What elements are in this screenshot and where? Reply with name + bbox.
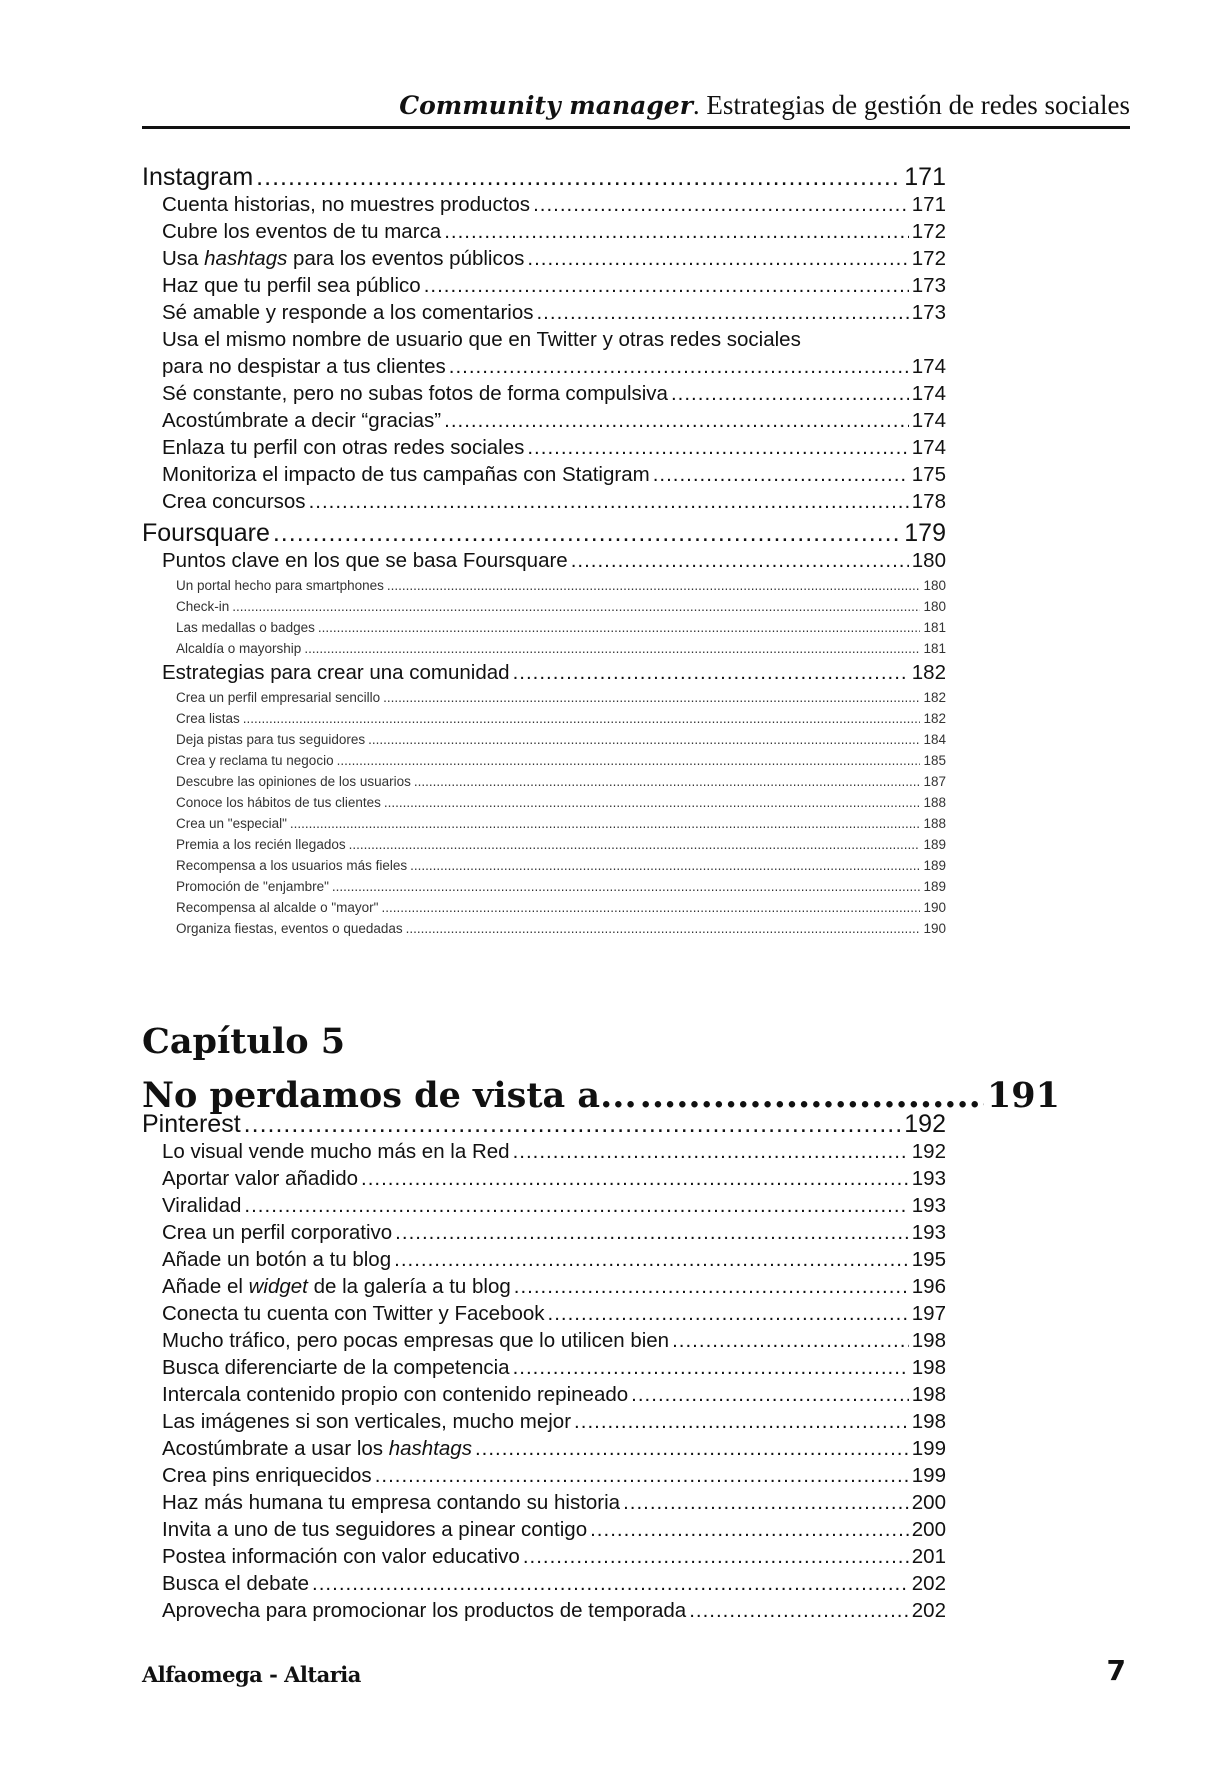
toc-subentry[interactable] <box>176 880 946 894</box>
toc-page-number: 201 <box>911 1545 946 1568</box>
toc-subentry[interactable] <box>176 922 946 936</box>
toc-page-number: 172 <box>911 247 946 270</box>
chapter-page-number: 191 <box>986 1075 1060 1116</box>
toc-entry[interactable] <box>162 411 946 432</box>
toc-subentry[interactable] <box>176 859 946 873</box>
toc-page-number: 202 <box>911 1599 946 1622</box>
toc-subentry[interactable] <box>176 838 946 852</box>
toc-entry-title: Cuenta historias, no muestres productos <box>162 193 531 216</box>
running-header <box>142 90 1130 129</box>
toc-subentry[interactable] <box>176 817 946 831</box>
toc-subentry-title: Recompensa al alcalde o "mayor" <box>176 900 379 915</box>
toc-page-number: 185 <box>923 753 946 768</box>
toc-entry[interactable] <box>162 1331 946 1352</box>
toc-page-number: 193 <box>911 1194 946 1217</box>
toc-subentry-title: Un portal hecho para smartphones <box>176 578 384 593</box>
page-number: 7 <box>1106 1654 1126 1687</box>
toc-subentry[interactable] <box>176 712 946 726</box>
toc-page-number: 189 <box>923 837 946 852</box>
chapter-number: Capítulo 5 <box>142 1021 346 1062</box>
toc-entry-title: Monitoriza el impacto de tus campañas con Statigram <box>162 463 650 486</box>
toc-entry-title: Crea un perfil corporativo <box>162 1221 393 1244</box>
toc-entry[interactable] <box>162 303 946 324</box>
toc-entry-title: Estrategias para crear una comunidad <box>162 661 510 684</box>
toc-page-number: 196 <box>911 1275 946 1298</box>
toc-entry-title: Cubre los eventos de tu marca <box>162 220 442 243</box>
toc-entry[interactable] <box>162 1493 946 1514</box>
toc-page-number: 190 <box>923 921 946 936</box>
toc-entry-title: Conecta tu cuenta con Twitter y Facebook <box>162 1302 545 1325</box>
toc-page-number: 198 <box>911 1410 946 1433</box>
toc-subentry-title: Descubre las opiniones de los usuarios <box>176 774 411 789</box>
toc-entry[interactable] <box>162 492 946 513</box>
toc-section-pinterest[interactable] <box>142 1112 946 1137</box>
toc-page-number: 173 <box>911 274 946 297</box>
toc-entry-title-line1[interactable]: Usa el mismo nombre de usuario que en Twitter y otras redes sociales <box>162 328 801 351</box>
header-book-title: Community manager <box>399 91 693 120</box>
toc-entry-title: Las imágenes si son verticales, mucho mejor <box>162 1410 572 1433</box>
toc-entry[interactable] <box>162 1601 946 1622</box>
toc-entry-title: Aportar valor añadido <box>162 1167 359 1190</box>
toc-page-number: 198 <box>911 1329 946 1352</box>
toc-page-number: 181 <box>923 641 946 656</box>
header-subtitle: . Estrategias de gestión de redes sociales <box>692 90 1130 120</box>
toc-subentry[interactable] <box>176 621 946 635</box>
toc-subentry-title: Organiza fiestas, eventos o quedadas <box>176 921 403 936</box>
toc-page-number: 190 <box>923 900 946 915</box>
toc-page-number: 179 <box>904 519 946 547</box>
toc-page-number: 172 <box>911 220 946 243</box>
toc-subentry-title: Check-in <box>176 599 230 614</box>
toc-entry-title: Crea pins enriquecidos <box>162 1464 372 1487</box>
toc-page-number: 198 <box>911 1383 946 1406</box>
toc-page-number: 200 <box>911 1518 946 1541</box>
toc-entry-title: Aprovecha para promocionar los productos de temporada <box>162 1599 687 1622</box>
toc-page-number: 198 <box>911 1356 946 1379</box>
toc-entry-title: Haz que tu perfil sea público <box>162 274 421 297</box>
toc-entry[interactable] <box>162 195 946 216</box>
toc-entry[interactable] <box>162 1574 946 1595</box>
toc-subentry-title: Crea y reclama tu negocio <box>176 753 334 768</box>
toc-page-number: 189 <box>923 858 946 873</box>
toc-subentry-title: Deja pistas para tus seguidores <box>176 732 366 747</box>
toc-page-number: 178 <box>911 490 946 513</box>
toc-entry[interactable] <box>162 1466 946 1487</box>
toc-page-number: 184 <box>923 732 946 747</box>
toc-entry-title: Busca el debate <box>162 1572 310 1595</box>
toc-entry-title: Añade un botón a tu blog <box>162 1248 392 1271</box>
toc-page-number: 181 <box>923 620 946 635</box>
toc-subentry[interactable] <box>176 691 946 705</box>
toc-page-number: 199 <box>911 1464 946 1487</box>
toc-subentry-title: Conoce los hábitos de tus clientes <box>176 795 381 810</box>
toc-subentry[interactable] <box>176 901 946 915</box>
toc-entry-title: Acostúmbrate a decir “gracias” <box>162 409 442 432</box>
toc-entry-title: Mucho tráfico, pero pocas empresas que lo utilicen bien <box>162 1329 670 1352</box>
toc-entry[interactable] <box>162 551 946 572</box>
toc-page-number: 171 <box>911 193 946 216</box>
toc-page-number: 175 <box>911 463 946 486</box>
toc-entry[interactable] <box>162 1412 946 1433</box>
toc-entry-title: Usa hashtags para los eventos públicos <box>162 247 525 270</box>
toc-subentry[interactable] <box>176 600 946 614</box>
toc-subentry-title: Crea listas <box>176 711 240 726</box>
toc-page-number: 173 <box>911 301 946 324</box>
toc-subentry-title: Premia a los recién llegados <box>176 837 346 852</box>
toc-subentry[interactable] <box>176 733 946 747</box>
toc-page-number: 182 <box>911 661 946 684</box>
toc-page-number: 202 <box>911 1572 946 1595</box>
toc-entry-title: Puntos clave en los que se basa Foursquare <box>162 549 568 572</box>
toc-entry-title: Crea concursos <box>162 490 306 513</box>
toc-entry[interactable] <box>162 663 946 684</box>
toc-page-number: 188 <box>923 795 946 810</box>
toc-entry-title: para no despistar a tus clientes <box>162 355 446 378</box>
toc-subentry-title: Las medallas o badges <box>176 620 315 635</box>
toc-subentry[interactable] <box>176 796 946 810</box>
toc-entry[interactable] <box>162 1358 946 1379</box>
toc-entry[interactable] <box>162 1385 946 1406</box>
toc-page-number: 182 <box>923 711 946 726</box>
toc-section-foursquare[interactable] <box>142 521 946 546</box>
toc-page-number: 200 <box>911 1491 946 1514</box>
toc-entry[interactable] <box>162 222 946 243</box>
toc-page-number: 197 <box>911 1302 946 1325</box>
toc-subentry-title: Crea un "especial" <box>176 816 287 831</box>
toc-page-number: 171 <box>904 163 946 191</box>
toc-entry[interactable] <box>162 1547 946 1568</box>
toc-entry[interactable] <box>162 1169 946 1190</box>
toc-page-number: 180 <box>923 578 946 593</box>
toc-entry-title: Viralidad <box>162 1194 242 1217</box>
toc-entry[interactable] <box>162 249 946 270</box>
toc-page-number: 182 <box>923 690 946 705</box>
toc-entry-title: Sé constante, pero no subas fotos de forma compulsiva <box>162 382 668 405</box>
chapter-title: No perdamos de vista a... <box>142 1075 637 1116</box>
toc-page-number: 193 <box>911 1167 946 1190</box>
toc-entry-title: Añade el widget de la galería a tu blog <box>162 1275 511 1298</box>
toc-entry[interactable] <box>162 384 946 405</box>
toc-entry[interactable] <box>162 1142 946 1163</box>
toc-entry[interactable] <box>162 276 946 297</box>
toc-subentry[interactable] <box>176 579 946 593</box>
toc-page-number: 187 <box>923 774 946 789</box>
toc-entry-title: Enlaza tu perfil con otras redes sociales <box>162 436 525 459</box>
toc-entry-title: Sé amable y responde a los comentarios <box>162 301 534 324</box>
toc-entry-title: Acostúmbrate a usar los hashtags <box>162 1437 472 1460</box>
toc-section-instagram[interactable] <box>142 165 946 190</box>
toc-page-number: 180 <box>923 599 946 614</box>
toc-page-number: 193 <box>911 1221 946 1244</box>
toc-entry-title: Haz más humana tu empresa contando su historia <box>162 1491 621 1514</box>
toc-page-number: 189 <box>923 879 946 894</box>
toc-entry[interactable] <box>162 1439 946 1460</box>
toc-subentry-title: Recompensa a los usuarios más fieles <box>176 858 408 873</box>
publisher-footer: Alfaomega - Altaria <box>142 1662 361 1687</box>
toc-entry-title: Busca diferenciarte de la competencia <box>162 1356 510 1379</box>
toc-entry[interactable] <box>162 465 946 486</box>
toc-entry[interactable] <box>162 1520 946 1541</box>
toc-page-number: 174 <box>911 436 946 459</box>
toc-subentry[interactable] <box>176 775 946 789</box>
toc-subentry-title: Crea un perfil empresarial sencillo <box>176 690 381 705</box>
toc-section-title: Instagram <box>142 163 254 191</box>
toc-entry[interactable] <box>162 1304 946 1325</box>
toc-entry[interactable] <box>162 1196 946 1217</box>
toc-page-number: 199 <box>911 1437 946 1460</box>
toc-page-number: 174 <box>911 382 946 405</box>
toc-section-title: Pinterest <box>142 1110 241 1138</box>
toc-entry[interactable] <box>162 1277 946 1298</box>
toc-entry[interactable] <box>162 1250 946 1271</box>
toc-entry-title: Invita a uno de tus seguidores a pinear contigo <box>162 1518 588 1541</box>
toc-subentry-title: Alcaldía o mayorship <box>176 641 302 656</box>
toc-page-number: 174 <box>911 409 946 432</box>
toc-page-number: 192 <box>911 1140 946 1163</box>
toc-section-title: Foursquare <box>142 519 270 547</box>
chapter-title-line[interactable] <box>142 1075 1060 1116</box>
toc-page-number: 192 <box>904 1110 946 1138</box>
toc-page-number: 195 <box>911 1248 946 1271</box>
toc-entry[interactable] <box>162 357 946 378</box>
toc-subentry-title: Promoción de "enjambre" <box>176 879 329 894</box>
toc-subentry[interactable] <box>176 754 946 768</box>
toc-page-number: 180 <box>911 549 946 572</box>
toc-subentry[interactable] <box>176 642 946 656</box>
toc-page-number: 174 <box>911 355 946 378</box>
toc-entry-title: Lo visual vende mucho más en la Red <box>162 1140 510 1163</box>
toc-entry-title: Intercala contenido propio con contenido repineado <box>162 1383 629 1406</box>
toc-entry-title: Postea información con valor educativo <box>162 1545 520 1568</box>
toc-entry[interactable] <box>162 438 946 459</box>
toc-page-number: 188 <box>923 816 946 831</box>
toc-entry[interactable] <box>162 1223 946 1244</box>
